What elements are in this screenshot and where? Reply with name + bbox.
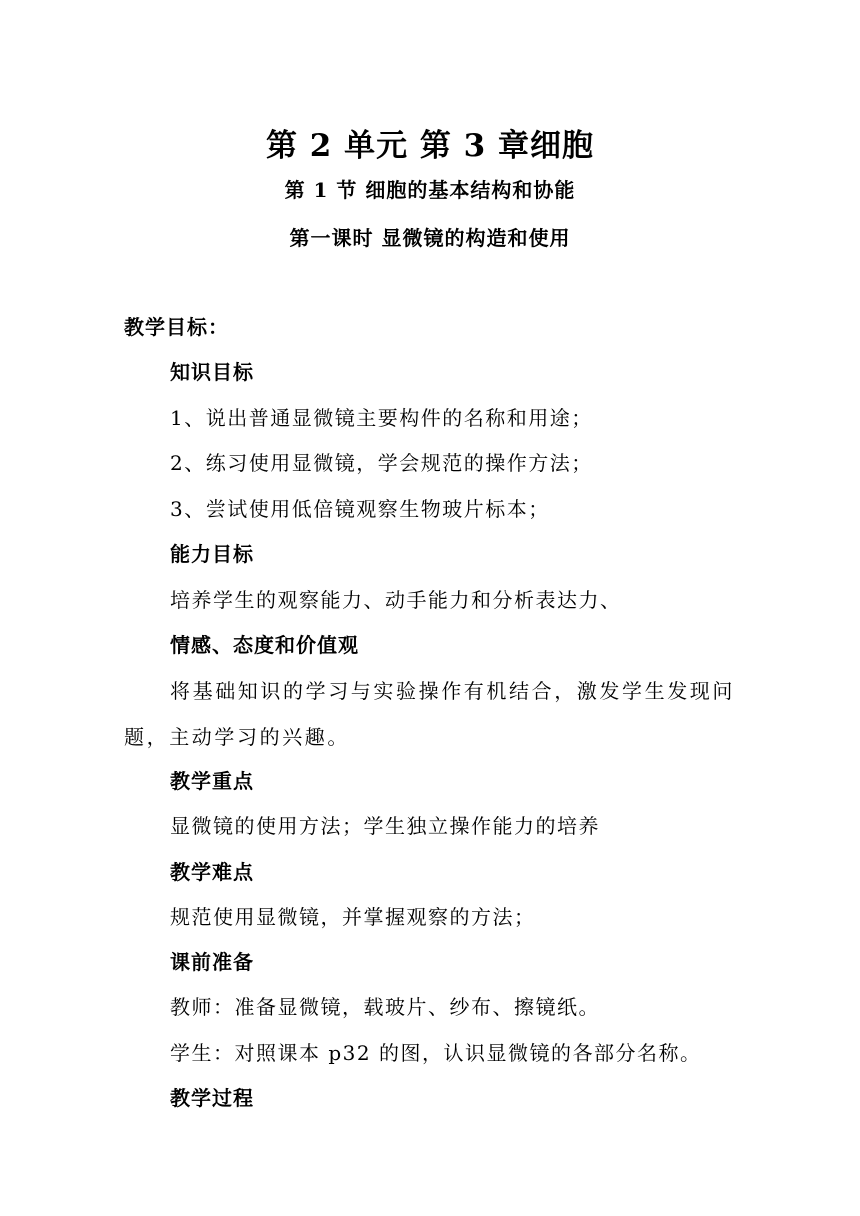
difficulty-text: 规范使用显微镜，并掌握观察的方法； — [170, 905, 536, 929]
key-point-text: 显微镜的使用方法；学生独立操作能力的培养 — [170, 814, 600, 838]
section-title: 第 1 节 细胞的基本结构和协能 — [284, 178, 576, 202]
ability-text: 培养学生的观察能力、动手能力和分析表达力、 — [170, 588, 622, 612]
key-point-heading: 教学重点 — [170, 769, 254, 793]
emotion-text: 将基础知识的学习与实验操作有机结合，激发学生发现问题，主动学习的兴趣。 — [124, 679, 735, 749]
knowledge-item-1: 1、说出普通显微镜主要构件的名称和用途； — [170, 406, 593, 430]
knowledge-item-3: 3、尝试使用低倍镜观察生物玻片标本； — [170, 497, 550, 521]
process-heading: 教学过程 — [170, 1086, 254, 1110]
objectives-label: 教学目标： — [124, 315, 229, 339]
lesson-title: 第一课时 显微镜的构造和使用 — [289, 226, 571, 250]
ability-heading: 能力目标 — [170, 542, 254, 566]
page-title: 第 2 单元 第 3 章细胞 — [265, 128, 595, 164]
knowledge-heading: 知识目标 — [170, 360, 254, 384]
preparation-student: 学生：对照课本 p32 的图，认识显微镜的各部分名称。 — [170, 1041, 702, 1065]
preparation-heading: 课前准备 — [170, 950, 254, 974]
emotion-heading: 情感、态度和价值观 — [170, 633, 359, 657]
preparation-teacher: 教师：准备显微镜，载玻片、纱布、擦镜纸。 — [170, 995, 600, 1019]
knowledge-item-2: 2、练习使用显微镜，学会规范的操作方法； — [170, 451, 593, 475]
difficulty-heading: 教学难点 — [170, 860, 254, 884]
